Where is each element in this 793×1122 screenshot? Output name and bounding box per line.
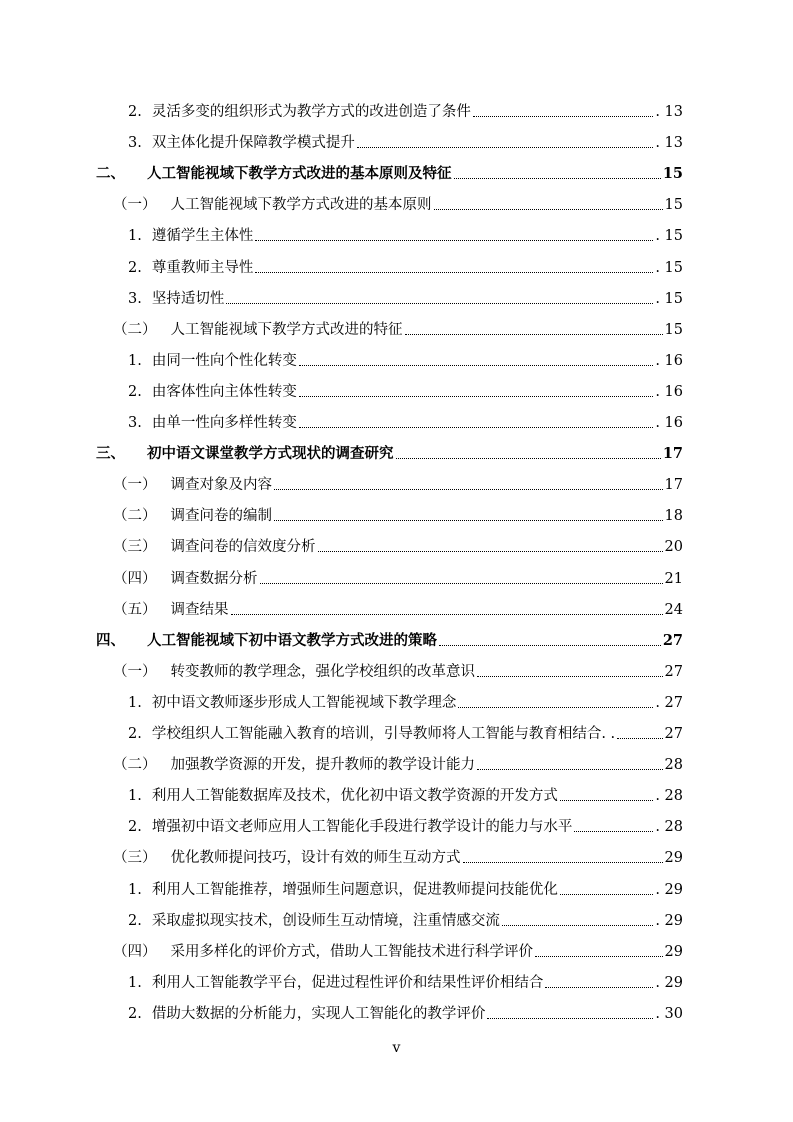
- toc-entry-title: 优化教师提问技巧，设计有效的师生互动方式: [170, 850, 461, 867]
- toc-entry[interactable]: [113, 316, 683, 340]
- toc-entry-number: 3.: [128, 135, 142, 152]
- toc-entry-title: 调查对象及内容: [170, 477, 272, 494]
- toc-entry-number: 2.: [128, 1005, 142, 1022]
- toc-leader-dots: [454, 177, 661, 179]
- toc-entry-number: 1.: [128, 974, 142, 991]
- toc-entry-title: 转变教师的教学理念，强化学校组织的改革意识: [170, 663, 475, 680]
- toc-leader-dots: [477, 675, 663, 677]
- toc-entry[interactable]: [113, 658, 683, 682]
- toc-entry-page: . 29: [655, 881, 683, 898]
- page-number: v: [392, 1040, 401, 1056]
- toc-entry-page: . 16: [655, 352, 683, 369]
- toc-entry-number: （一）: [113, 197, 157, 214]
- toc-entry-title: 借助大数据的分析能力，实现人工智能化的教学评价: [151, 1005, 486, 1022]
- toc-entry-number: 四、: [96, 631, 125, 649]
- toc-entry-page: 27: [664, 663, 683, 680]
- toc-entry-number: 二、: [96, 165, 125, 183]
- toc-leader-dots: [274, 519, 663, 521]
- toc-entry-page: . 13: [655, 135, 683, 152]
- toc-entry-title: 人工智能视域下初中语文教学方式改进的策略: [147, 631, 437, 649]
- toc-entry[interactable]: [113, 471, 683, 495]
- toc-leader-dots: [405, 333, 663, 335]
- toc-entry-page: . 30: [655, 1005, 683, 1022]
- toc-entry-title: 尊重教师主导性: [151, 259, 254, 276]
- toc-leader-dots: [535, 955, 663, 957]
- toc-entry-number: 2.: [128, 726, 142, 742]
- toc-leader-dots: [502, 924, 653, 926]
- toc-entry-title: 由客体性向主体性转变: [151, 383, 297, 400]
- toc-leader-dots: [487, 1017, 653, 1019]
- toc-entry[interactable]: [113, 751, 683, 775]
- toc-leader-dots: [231, 613, 663, 615]
- toc-entry-page: . 15: [655, 290, 683, 307]
- toc-entry-title: 人工智能视域下教学方式改进的基本原则: [170, 197, 432, 214]
- toc-entry-number: （四）: [113, 943, 157, 960]
- toc-leader-dots: [255, 239, 653, 241]
- toc-entry[interactable]: [128, 689, 683, 713]
- toc-entry-number: 三、: [96, 445, 125, 463]
- toc-leader-dots: [574, 830, 653, 832]
- toc-entry-page: . 27: [655, 694, 683, 711]
- toc-leader-dots: [357, 146, 653, 148]
- toc-leader-dots: [255, 271, 653, 273]
- toc-entry-page: 29: [664, 850, 683, 867]
- toc-entry-title: 人工智能视域下教学方式改进的基本原则及特征: [147, 165, 452, 183]
- toc-entry[interactable]: [113, 565, 683, 589]
- toc-entry-title: 利用人工智能数据库及技术，优化初中语文教学资源的开发方式: [151, 788, 558, 805]
- toc-leader-dots: [396, 457, 661, 459]
- toc-entry-number: 1.: [128, 228, 142, 245]
- toc-entry[interactable]: [128, 969, 683, 993]
- toc-entry-page: 17: [662, 445, 683, 463]
- toc-entry-number: 1.: [128, 352, 142, 369]
- toc-leader-dots: [299, 395, 653, 397]
- toc-entry-page: . 16: [655, 415, 683, 431]
- toc-entry-number: （三）: [113, 539, 157, 556]
- toc-leader-dots: [299, 364, 653, 366]
- toc-entry-page: . 28: [655, 819, 683, 836]
- toc-leader-dots: [226, 302, 653, 304]
- toc-entry-page: 27: [662, 631, 683, 649]
- toc-leader-dots: [458, 706, 653, 708]
- toc-entry[interactable]: [113, 533, 683, 557]
- toc-leader-dots: [617, 737, 662, 739]
- toc-entry-number: 1.: [128, 694, 142, 711]
- toc-entry-number: （四）: [113, 570, 157, 587]
- toc-entry-page: . 28: [655, 788, 683, 805]
- toc-leader-dots: [545, 986, 653, 988]
- toc-leader-dots: [260, 582, 663, 584]
- toc-entry[interactable]: [128, 409, 683, 433]
- toc-entry-number: （二）: [113, 508, 157, 525]
- toc-leader-dots: [439, 644, 661, 646]
- toc-entry[interactable]: [113, 502, 683, 526]
- toc-entry-page: . 29: [655, 912, 683, 929]
- toc-leader-dots: [299, 426, 653, 428]
- toc-entry-number: （一）: [113, 477, 157, 494]
- toc-leader-dots: [477, 768, 663, 770]
- toc-entry[interactable]: [96, 440, 683, 464]
- toc-entry-page: 21: [664, 570, 683, 587]
- toc-leader-dots: [560, 799, 653, 801]
- toc-entry-title: 灵活多变的组织形式为教学方式的改进创造了条件: [151, 104, 471, 120]
- toc-entry-page: 15: [662, 165, 683, 183]
- toc-leader-dots: [434, 208, 663, 210]
- toc-entry[interactable]: [128, 98, 683, 122]
- toc-entry-number: 1.: [128, 788, 142, 805]
- toc-entry-page: 17: [664, 477, 683, 494]
- toc-entry-page: 29: [664, 943, 683, 960]
- toc-entry-number: 3.: [128, 290, 142, 307]
- toc-entry-title: 调查问卷的编制: [170, 508, 272, 525]
- toc-entry-title: 加强教学资源的开发，提升教师的教学设计能力: [170, 757, 475, 774]
- toc-entry-number: （三）: [113, 850, 157, 867]
- toc-leader-dots: [560, 893, 653, 895]
- toc-entry-number: 1.: [128, 881, 142, 898]
- toc-entry[interactable]: [96, 160, 683, 184]
- toc-entry-page: . 15: [655, 228, 683, 245]
- toc-entry-number: （二）: [113, 757, 157, 774]
- toc-entry-number: 2.: [128, 259, 142, 276]
- toc-entry[interactable]: [128, 813, 683, 837]
- toc-entry-page: 28: [664, 757, 683, 774]
- toc-entry-title: 调查结果: [170, 601, 229, 618]
- toc-entry[interactable]: [113, 938, 683, 962]
- toc-entry-title: 由同一性向个性化转变: [151, 352, 297, 369]
- toc-entry[interactable]: [128, 285, 683, 309]
- toc-entry-page: 24: [664, 601, 683, 618]
- toc-entry-number: 2.: [128, 912, 142, 929]
- toc-entry[interactable]: [113, 191, 683, 215]
- toc-entry-page: 27: [664, 726, 683, 742]
- toc-entry[interactable]: [128, 129, 683, 153]
- toc-entry-page: . 15: [655, 259, 683, 276]
- toc-entry-number: （一）: [113, 663, 157, 680]
- toc-entry[interactable]: [128, 907, 683, 931]
- toc-entry-title: 采取虚拟现实技术，创设师生互动情境，注重情感交流: [151, 912, 500, 929]
- toc-entry-title: 采用多样化的评价方式，借助人工智能技术进行科学评价: [170, 943, 533, 960]
- toc-entry-number: 2.: [128, 104, 142, 120]
- toc-entry[interactable]: [128, 378, 683, 402]
- toc-entry[interactable]: [113, 844, 683, 868]
- toc-entry-title: 坚持适切性: [151, 290, 225, 307]
- toc-entry[interactable]: [128, 222, 683, 246]
- toc-entry-page: . 29: [655, 974, 683, 991]
- toc-entry-page: 18: [664, 508, 683, 525]
- toc-leader-dots: [473, 115, 653, 117]
- toc-entry[interactable]: [113, 596, 683, 620]
- toc-entry-title: 遵循学生主体性: [151, 228, 254, 245]
- toc-entry-title: 初中语文教师逐步形成人工智能视域下教学理念: [151, 694, 457, 711]
- toc-entry-number: 2.: [128, 383, 142, 400]
- toc-entry-page: 15: [664, 321, 683, 338]
- toc-entry-number: 2.: [128, 819, 142, 836]
- toc-leader-dots: [274, 488, 663, 490]
- toc-entry-title: 调查问卷的信效度分析: [170, 539, 316, 556]
- toc-entry-number: 3.: [128, 415, 142, 431]
- toc-entry[interactable]: [128, 876, 683, 900]
- toc-entry-title: 调查数据分析: [170, 570, 258, 587]
- toc-entry-title: 利用人工智能教学平台，促进过程性评价和结果性评价相结合: [151, 974, 544, 991]
- toc-entry-title: 初中语文课堂教学方式现状的调查研究: [147, 445, 394, 463]
- toc-entry[interactable]: [128, 720, 683, 744]
- toc-entry-page: . 16: [655, 383, 683, 400]
- toc-entry[interactable]: [96, 627, 683, 651]
- toc-entry-page: 20: [664, 539, 683, 556]
- toc-entry-page: 15: [664, 197, 683, 214]
- toc-entry-title: 增强初中语文老师应用人工智能化手段进行教学设计的能力与水平: [151, 819, 573, 836]
- toc-entry-title: 利用人工智能推荐，增强师生问题意识，促进教师提问技能优化: [151, 881, 558, 898]
- toc-entry-title: 由单一性向多样性转变: [151, 415, 297, 431]
- toc-entry[interactable]: [128, 1000, 683, 1024]
- toc-entry-number: （五）: [113, 601, 157, 618]
- toc-entry-title: 学校组织人工智能融入教育的培训，引导教师将人工智能与教育相结合. .: [151, 726, 616, 742]
- toc-leader-dots: [463, 861, 663, 863]
- toc-leader-dots: [318, 550, 663, 552]
- toc-entry[interactable]: [128, 782, 683, 806]
- toc-entry-number: （二）: [113, 321, 157, 338]
- toc-entry-title: 人工智能视域下教学方式改进的特征: [170, 321, 403, 338]
- toc-entry-title: 双主体化提升保障教学模式提升: [151, 135, 355, 152]
- toc-entry[interactable]: [128, 347, 683, 371]
- toc-entry-page: . 13: [655, 104, 683, 120]
- toc-entry[interactable]: [128, 254, 683, 278]
